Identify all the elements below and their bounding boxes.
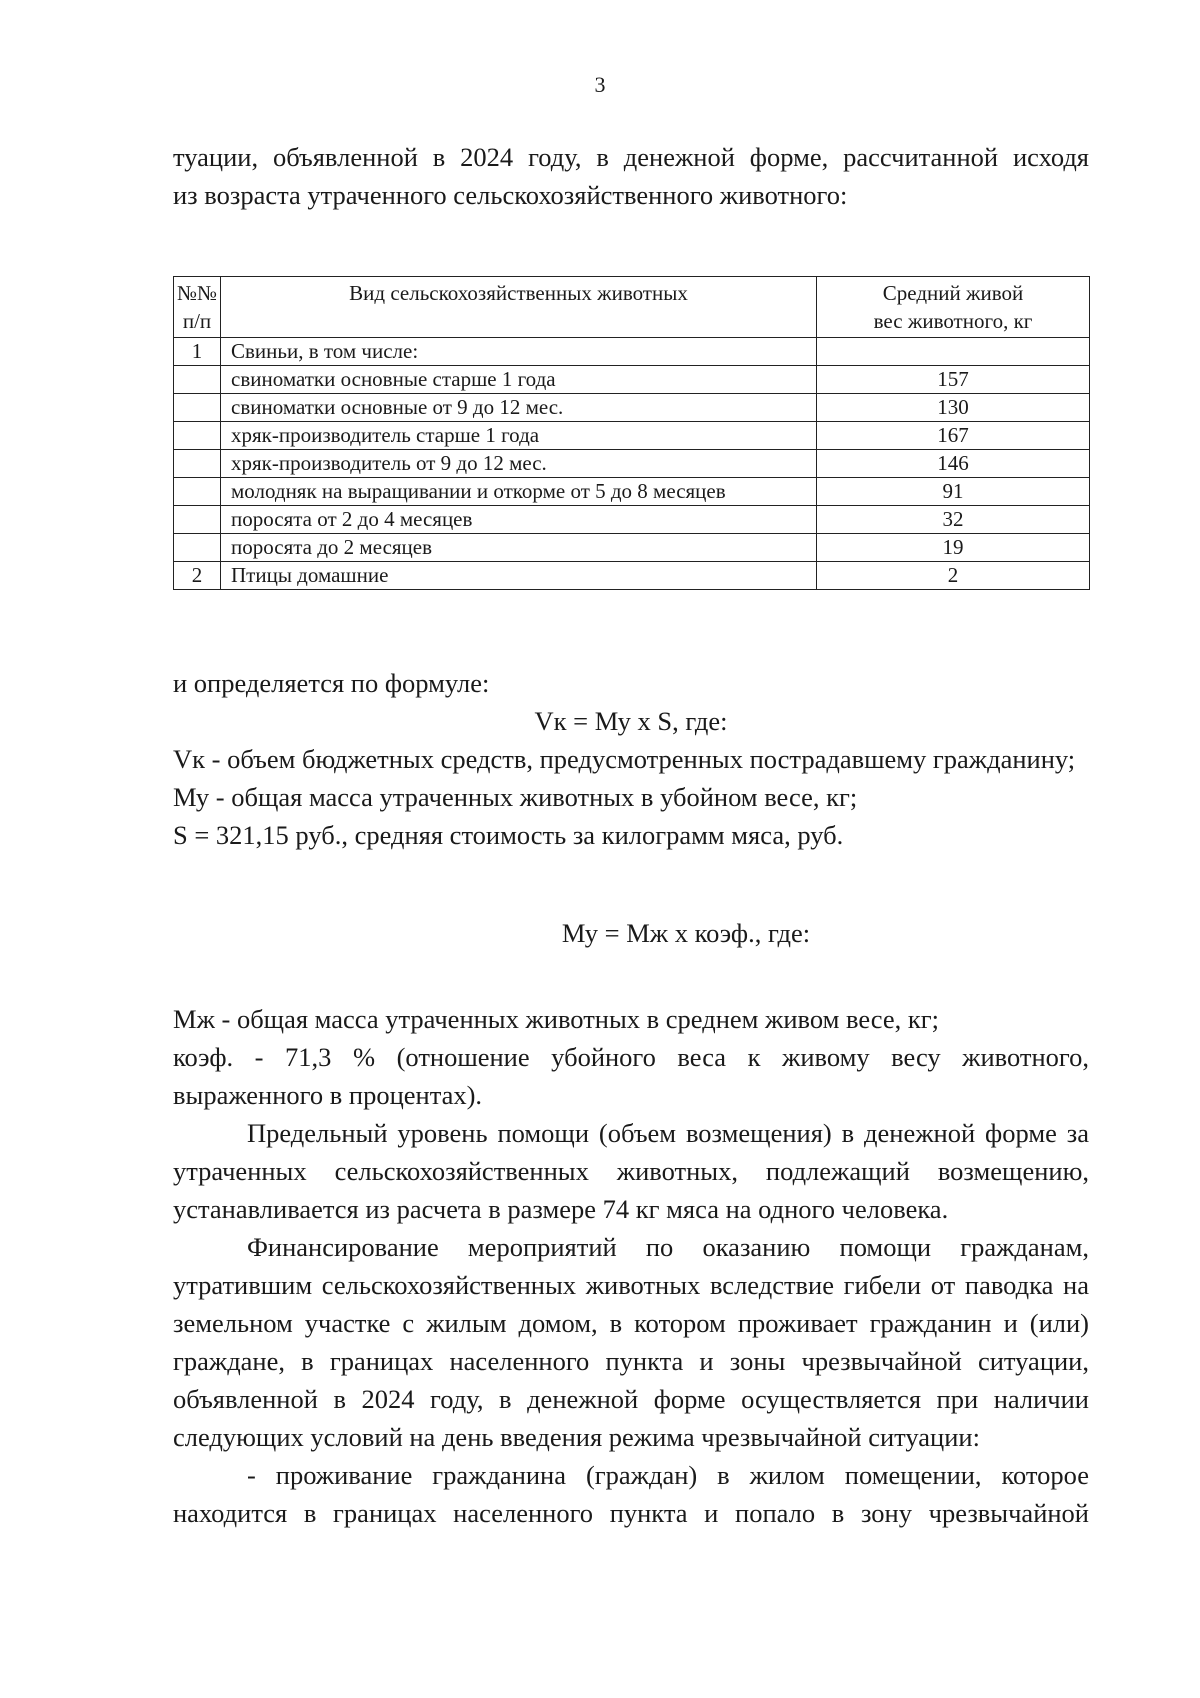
cell-animal-type: хряк-производитель старше 1 года	[221, 422, 817, 450]
header-num: №№ п/п	[174, 277, 221, 338]
cell-weight: 32	[817, 506, 1090, 534]
cell-num	[174, 534, 221, 562]
table-row	[174, 534, 1090, 562]
cell-num	[174, 366, 221, 394]
formula-mu: Му = Мж х коэф., где:	[561, 918, 811, 948]
table-row	[174, 366, 1090, 394]
definition-s: S = 321,15 руб., средняя стоимость за килограмм мяса, руб.	[173, 820, 844, 850]
formula-intro: и определяется по формуле:	[173, 668, 490, 698]
cell-num: 2	[174, 562, 221, 590]
cell-num	[174, 478, 221, 506]
intro-line: туации, объявленной в 2024 году, в денежной форме, рассчитанной исходя	[173, 142, 1089, 172]
intro-paragraph	[173, 138, 1089, 214]
cell-weight: 19	[817, 534, 1090, 562]
cell-animal-type: поросята от 2 до 4 месяцев	[221, 506, 817, 534]
intro-line: из возраста утраченного сельскохозяйственного животного:	[173, 180, 848, 210]
paragraph-funding: Финансирование мероприятий по оказанию помощи гражданам, утратившим сельскохозяйственных животных вследствие гибели от паводка на земельном участке с жилым домом, в котором проживает гражданин и (или) граждане, в границах населенного пункта и зоны чрезвычайной ситуации, объявленной в 2024 году, в денежной форме осуществляется при наличии следующих условий на день введения режима чрезвычайной ситуации:	[173, 1232, 1089, 1452]
definition-mzh: Мж - общая масса утраченных животных в среднем живом весе, кг;	[173, 1004, 939, 1034]
formula-section	[173, 664, 1089, 854]
header-weight: Средний живой вес животного, кг	[817, 277, 1090, 338]
body-section	[173, 1000, 1089, 1532]
cell-weight: 91	[817, 478, 1090, 506]
cell-weight: 146	[817, 450, 1090, 478]
definition-mu: Му - общая масса утраченных животных в убойном весе, кг;	[173, 782, 858, 812]
cell-weight: 167	[817, 422, 1090, 450]
cell-animal-type: поросята до 2 месяцев	[221, 534, 817, 562]
cell-num	[174, 394, 221, 422]
cell-weight: 157	[817, 366, 1090, 394]
table-row	[174, 478, 1090, 506]
table-row	[174, 562, 1090, 590]
cell-weight	[817, 338, 1090, 366]
cell-animal-type: хряк-производитель от 9 до 12 мес.	[221, 450, 817, 478]
cell-animal-type: свиноматки основные от 9 до 12 мес.	[221, 394, 817, 422]
cell-animal-type: Свиньи, в том числе:	[221, 338, 817, 366]
table-row	[174, 394, 1090, 422]
table-row	[174, 506, 1090, 534]
table-row	[174, 450, 1090, 478]
table-row	[174, 338, 1090, 366]
cell-animal-type: молодняк на выращивании и откорме от 5 до 8 месяцев	[221, 478, 817, 506]
livestock-weight-table	[173, 276, 1090, 590]
cell-weight: 130	[817, 394, 1090, 422]
cell-num	[174, 450, 221, 478]
paragraph-limit: Предельный уровень помощи (объем возмещения) в денежной форме за утраченных сельскохозяйственных животных, подлежащий возмещению, устанавливается из расчета в размере 74 кг мяса на одного человека.	[173, 1118, 1089, 1224]
cell-animal-type: Птицы домашние	[221, 562, 817, 590]
paragraph-condition: - проживание гражданина (граждан) в жилом помещении, которое находится в границах населенного пункта и попало в зону чрезвычайной	[173, 1460, 1089, 1528]
definition-vk: Vк - объем бюджетных средств, предусмотренных пострадавшему гражданину;	[173, 744, 1076, 774]
cell-animal-type: свиноматки основные старше 1 года	[221, 366, 817, 394]
header-type: Вид сельскохозяйственных животных	[221, 277, 817, 338]
cell-weight: 2	[817, 562, 1090, 590]
table-header-row	[174, 277, 1090, 338]
definition-koef: коэф. - 71,3 % (отношение убойного веса к живому весу животного, выраженного в процентах).	[173, 1042, 1089, 1110]
formula-vk: Vк = Му х S, где:	[534, 706, 728, 736]
table-row	[174, 422, 1090, 450]
cell-num: 1	[174, 338, 221, 366]
cell-num	[174, 422, 221, 450]
cell-num	[174, 506, 221, 534]
page-number: 3	[594, 72, 606, 97]
formula2-section	[173, 914, 1089, 952]
